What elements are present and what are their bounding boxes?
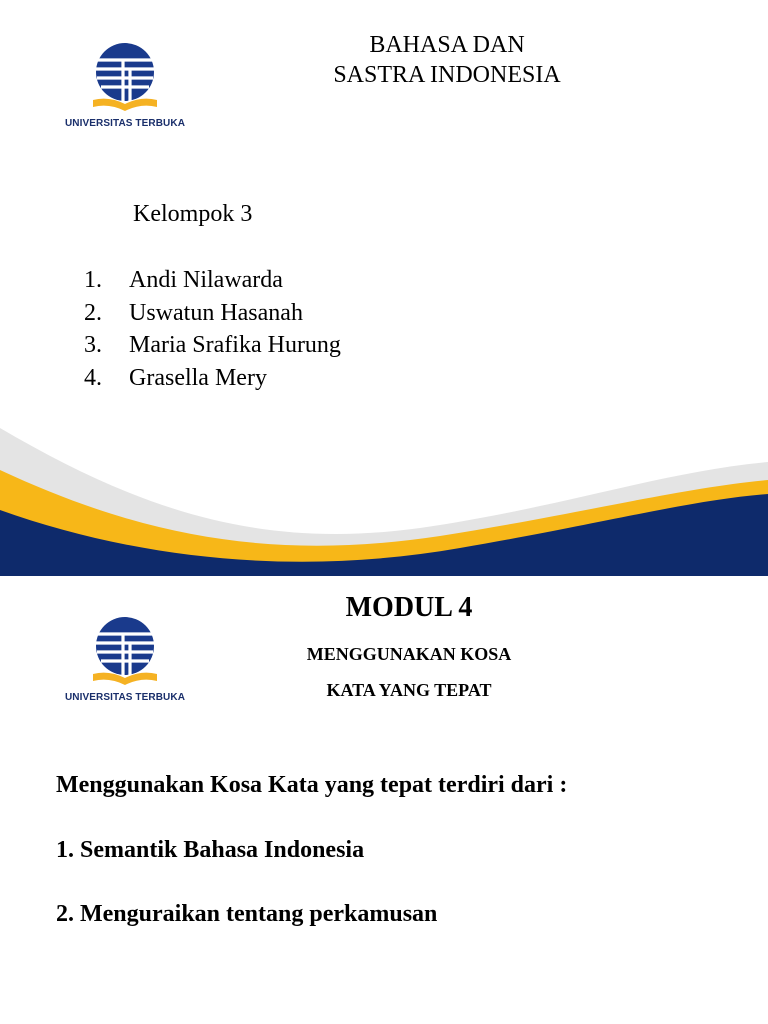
member-list (84, 264, 341, 395)
member-name: Andi Nilawarda (129, 267, 283, 293)
point-2: 2. Menguraikan tentang perkamusan (56, 901, 438, 927)
list-number: 2. (84, 299, 102, 326)
list-item (84, 264, 341, 297)
module-subtitle-line-2: KATA YANG TEPAT (326, 680, 492, 700)
university-logo (55, 614, 195, 703)
list-item (84, 362, 341, 395)
slide-2 (0, 576, 768, 1024)
decorative-wave (0, 400, 768, 576)
point-1: 1. Semantik Bahasa Indonesia (56, 837, 365, 863)
logo-text: UNIVERSITAS TERBUKA (64, 118, 186, 129)
university-logo (55, 40, 195, 129)
university-emblem-icon (85, 614, 165, 690)
module-subtitle-line-1: MENGGUNAKAN KOSA (306, 644, 512, 664)
list-item (84, 297, 341, 330)
group-label: Kelompok 3 (133, 201, 253, 227)
logo-text: UNIVERSITAS TERBUKA (64, 692, 186, 703)
title-line-1: BAHASA DAN (369, 32, 525, 58)
title-line-2: SASTRA INDONESIA (333, 62, 561, 88)
module-title: MODUL 4 (345, 592, 473, 623)
intro-text: Menggunakan Kosa Kata yang tepat terdiri dari : (56, 772, 568, 798)
list-number: 1. (84, 267, 102, 293)
list-item (84, 329, 341, 362)
list-number: 3. (84, 332, 102, 359)
member-name: Uswatun Hasanah (129, 299, 303, 326)
member-name: Grasella Mery (129, 365, 267, 392)
member-name: Maria Srafika Hurung (129, 332, 341, 359)
course-title (290, 30, 604, 90)
university-emblem-icon (85, 40, 165, 116)
list-number: 4. (84, 365, 102, 392)
